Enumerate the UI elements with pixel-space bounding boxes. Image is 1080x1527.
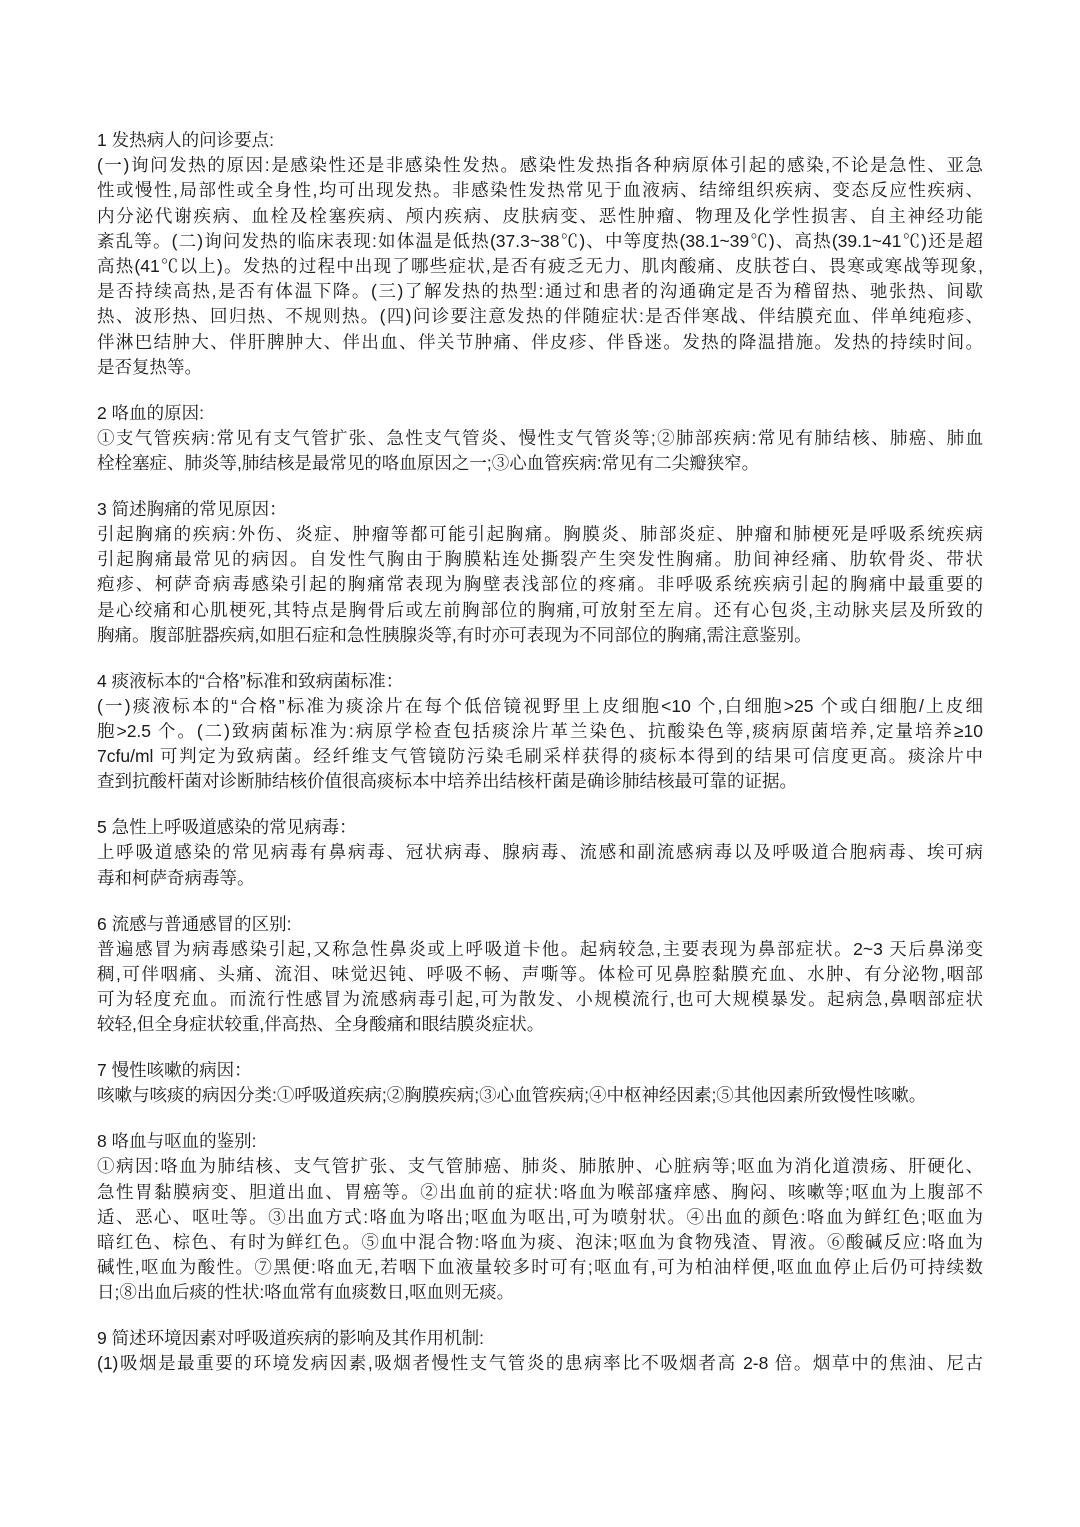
section-4 (97, 669, 983, 795)
text-line: 引起胸痛的疾病:外伤、炎症、肿瘤等都可能引起胸痛。胸膜炎、肺部炎症、肿瘤和肺梗死是呼吸系统疾病 (97, 524, 983, 544)
text-line: 胸痛。腹部脏器疾病,如胆石症和急性胰腺炎等,有时亦可表现为不同部位的胸痛,需注意鉴别。 (97, 624, 812, 645)
section-heading: 9 简述环境因素对呼吸道疾病的影响及其作用机制: (97, 1328, 484, 1349)
text-line: 引起胸痛最常见的病因。自发性气胸由于胸膜粘连处撕裂产生突发性胸痛。肋间神经痛、肋软骨炎、带状 (97, 549, 983, 570)
text-line: 急性胃黏膜病变、胆道出血、胃癌等。②出血前的症状:咯血为喉部瘙痒感、胸闷、咳嗽等;呕血为上腹部不 (97, 1181, 983, 1202)
section-7 (97, 1058, 983, 1108)
section-3 (97, 497, 983, 648)
text-line: 伴淋巴结肿大、伴肝脾肿大、伴出血、伴关节肿痛、伴皮疹、伴昏迷。发热的降温措施。发热的持续时间。 (97, 331, 983, 352)
text-line: 咳嗽与咳痰的病因分类:①呼吸道疾病;②胸膜疾病;③心血管疾病;④中枢神经因素;⑤其他因素所致慢性咳嗽。 (97, 1085, 927, 1106)
text-line: ①支气管疾病:常见有支气管扩张、急性支气管炎、慢性支气管炎等;②肺部疾病:常见有肺结核、肺癌、肺血 (97, 427, 983, 448)
text-line: 普遍感冒为病毒感染引起,又称急性鼻炎或上呼吸道卡他。起病较急,主要表现为鼻部症状。2~3 天后鼻涕变 (97, 938, 983, 959)
text-line: 适、恶心、呕吐等。③出血方式:咯血为咯出;呕血为呕出,可为喷射状。④出血的颜色:咯血为鲜红色;呕血为 (97, 1206, 983, 1227)
section-1 (97, 128, 983, 380)
section-heading: 1 发热病人的问诊要点: (97, 130, 274, 150)
section-8 (97, 1129, 983, 1305)
text-line: 7cfu/ml 可判定为致病菌。经纤维支气管镜防污染毛刷采样获得的痰标本得到的结果可信度更高。痰涂片中 (97, 746, 983, 767)
text-line: ①病因:咯血为肺结核、支气管扩张、支气管肺癌、肺炎、肺脓肿、心脏病等;呕血为消化道溃疡、肝硬化、 (97, 1156, 983, 1177)
section-heading: 8 咯血与呕血的鉴别: (97, 1131, 257, 1152)
text-line: 性或慢性,局部性或全身性,均可出现发热。非感染性发热常见于血液病、结缔组织疾病、变态反应性疾病、 (97, 180, 983, 201)
text-line: 热、波形热、回归热、不规则热。(四)问诊要注意发热的伴随症状:是否伴寒战、伴结膜充血、伴单纯疱疹、 (97, 306, 983, 327)
text-line: 上呼吸道感染的常见病毒有鼻病毒、冠状病毒、腺病毒、流感和副流感病毒以及呼吸道合胞病毒、埃可病 (97, 842, 983, 863)
text-line: 稠,可伴咽痛、头痛、流泪、味觉迟钝、呼吸不畅、声嘶等。体检可见鼻腔黏膜充血、水肿、有分泌物,咽部 (97, 963, 983, 984)
section-heading: 2 咯血的原因: (97, 402, 204, 423)
text-line: 紊乱等。(二)询问发热的临床表现:如体温是低热(37.3~38℃)、中等度热(38.1~39℃)、高热(39.1~41℃)还是超 (97, 230, 983, 251)
text-line: (一)痰液标本的“合格”标准为痰涂片在每个低倍镜视野里上皮细胞<10 个,白细胞>25 个或白细胞/上皮细 (97, 695, 983, 716)
document-page (97, 128, 983, 1377)
text-line: 较轻,但全身症状较重,伴高热、全身酸痛和眼结膜炎症状。 (97, 1014, 545, 1035)
section-9 (97, 1326, 983, 1376)
text-line: 查到抗酸杆菌对诊断肺结核价值很高痰标本中培养出结核杆菌是确诊肺结核最可靠的证据。 (97, 771, 797, 792)
text-line: (1)吸烟是最重要的环境发病因素,吸烟者慢性支气管炎的患病率比不吸烟者高 2-8 倍。烟草中的焦油、尼古 (97, 1353, 983, 1374)
section-heading: 5 急性上呼吸道感染的常见病毒： (97, 817, 357, 838)
text-line: 是心绞痛和心肌梗死,其特点是胸骨后或左前胸部位的胸痛,可放射至左肩。还有心包炎,主动脉夹层及所致的 (97, 599, 983, 620)
section-2 (97, 401, 983, 477)
section-heading: 7 慢性咳嗽的病因： (97, 1060, 252, 1081)
text-line: 疱疹、柯萨奇病毒感染引起的胸痛常表现为胸壁表浅部位的疼痛。非呼吸系统疾病引起的胸痛中最重要的 (97, 574, 983, 595)
text-line: 毒和柯萨奇病毒等。 (97, 867, 255, 888)
section-5 (97, 815, 983, 891)
text-line: 是否持续高热,是否有体温下降。(三)了解发热的热型:通过和患者的沟通确定是否为稽留热、驰张热、间歇 (97, 281, 983, 302)
section-heading: 4 痰液标本的“合格”标准和致病菌标准： (97, 670, 404, 691)
text-line: 栓栓塞症、肺炎等,肺结核是最常见的咯血原因之一;③心血管疾病:常见有二尖瓣狭窄。 (97, 452, 760, 473)
text-line: 日;⑧出血后痰的性状:咯血常有血痰数日,呕血则无痰。 (97, 1282, 515, 1303)
text-line: 内分泌代谢疾病、血栓及栓塞疾病、颅内疾病、皮肤病变、恶性肿瘤、物理及化学性损害、自主神经功能 (97, 205, 983, 226)
text-line: 是否复热等。 (97, 356, 202, 377)
text-line: 可为轻度充血。而流行性感冒为流感病毒引起,可为散发、小规模流行,也可大规模暴发。起病急,鼻咽部症状 (97, 989, 983, 1010)
text-line: 暗红色、棕色、有时为鲜红色。⑤血中混合物:咯血为痰、泡沫;呕血为食物残渣、胃液。⑥酸碱反应:咯血为 (97, 1231, 983, 1252)
section-heading: 6 流感与普通感冒的区别: (97, 913, 292, 934)
text-line: (一)询问发热的原因:是感染性还是非感染性发热。感染性发热指各种病原体引起的感染,不论是急性、亚急 (97, 155, 983, 176)
text-line: 胞>2.5 个。(二)致病菌标准为:病原学检查包括痰涂片革兰染色、抗酸染色等,痰病原菌培养,定量培养≥10 (97, 721, 983, 741)
text-line: 碱性,呕血为酸性。⑦黑便:咯血无,若咽下血液量较多时可有;呕血有,可为柏油样便,呕血血停止后仍可持续数 (97, 1257, 983, 1278)
section-6 (97, 912, 983, 1038)
text-line: 高热(41℃以上)。发热的过程中出现了哪些症状,是否有疲乏无力、肌肉酸痛、皮肤苍白、畏寒或寒战等现象, (97, 255, 983, 276)
section-heading: 3 简述胸痛的常见原因： (97, 498, 287, 519)
